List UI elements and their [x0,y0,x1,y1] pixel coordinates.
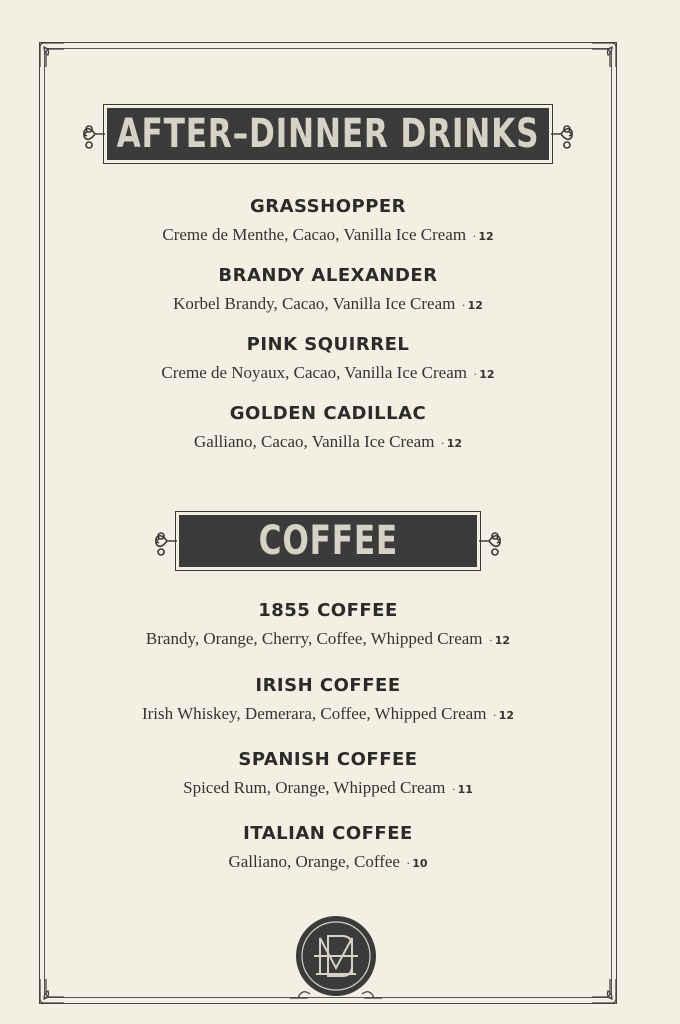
item-price: 12 [479,368,495,381]
menu-item [0,823,656,897]
item-price: 12 [446,437,462,450]
menu-item [0,265,656,334]
item-price: 12 [498,709,514,722]
corner-ornament-icon [590,41,618,69]
item-description: Creme de Noyaux, Cacao, Vanilla Ice Cream · 12 [161,363,495,382]
item-name: 1855 COFFEE [258,600,398,621]
item-description: Creme de Menthe, Cacao, Vanilla Ice Cream · 12 [162,225,494,244]
section-banner-after-dinner [80,104,576,164]
item-name: IRISH COFFEE [255,675,401,696]
coffee-list [0,600,656,897]
item-name: BRANDY ALEXANDER [218,265,438,286]
item-price: 12 [494,634,511,647]
flourish-right-icon [549,114,575,154]
menu-item [0,600,656,675]
monogram-seal-icon [290,912,382,1004]
flourish-right-icon [477,521,503,561]
corner-ornament-icon [590,977,618,1005]
item-name: SPANISH COFFEE [238,749,418,770]
item-description: Spiced Rum, Orange, Whipped Cream · 11 [183,778,473,797]
item-name: GRASSHOPPER [249,196,407,217]
flourish-left-icon [81,114,107,154]
item-description: Korbel Brandy, Cacao, Vanilla Ice Cream · 12 [173,294,483,313]
item-price: 10 [412,857,428,870]
item-price: 12 [467,299,483,312]
menu-item [0,334,656,403]
drinks-list [0,196,656,472]
item-name: ITALIAN COFFEE [243,823,413,844]
section-banner-coffee [152,511,504,571]
section-title: COFFEE [258,518,398,564]
flourish-left-icon [153,521,179,561]
item-name: GOLDEN CADILLAC [229,403,427,424]
item-price: 11 [457,783,473,796]
item-name: PINK SQUIRREL [246,334,410,355]
menu-item [0,196,656,265]
item-description: Galliano, Cacao, Vanilla Ice Cream · 12 [194,432,462,451]
corner-ornament-icon [38,977,66,1005]
menu-item [0,749,656,823]
item-price: 12 [478,230,494,243]
menu-item [0,403,656,472]
menu-item [0,675,656,749]
item-description: Irish Whiskey, Demerara, Coffee, Whipped Cream · 12 [141,704,514,723]
item-description: Brandy, Orange, Cherry, Coffee, Whipped Cream · 12 [145,629,511,648]
corner-ornament-icon [38,41,66,69]
item-description: Galliano, Orange, Coffee · 10 [228,852,428,871]
section-title: AFTER–DINNER DRINKS [116,111,540,157]
